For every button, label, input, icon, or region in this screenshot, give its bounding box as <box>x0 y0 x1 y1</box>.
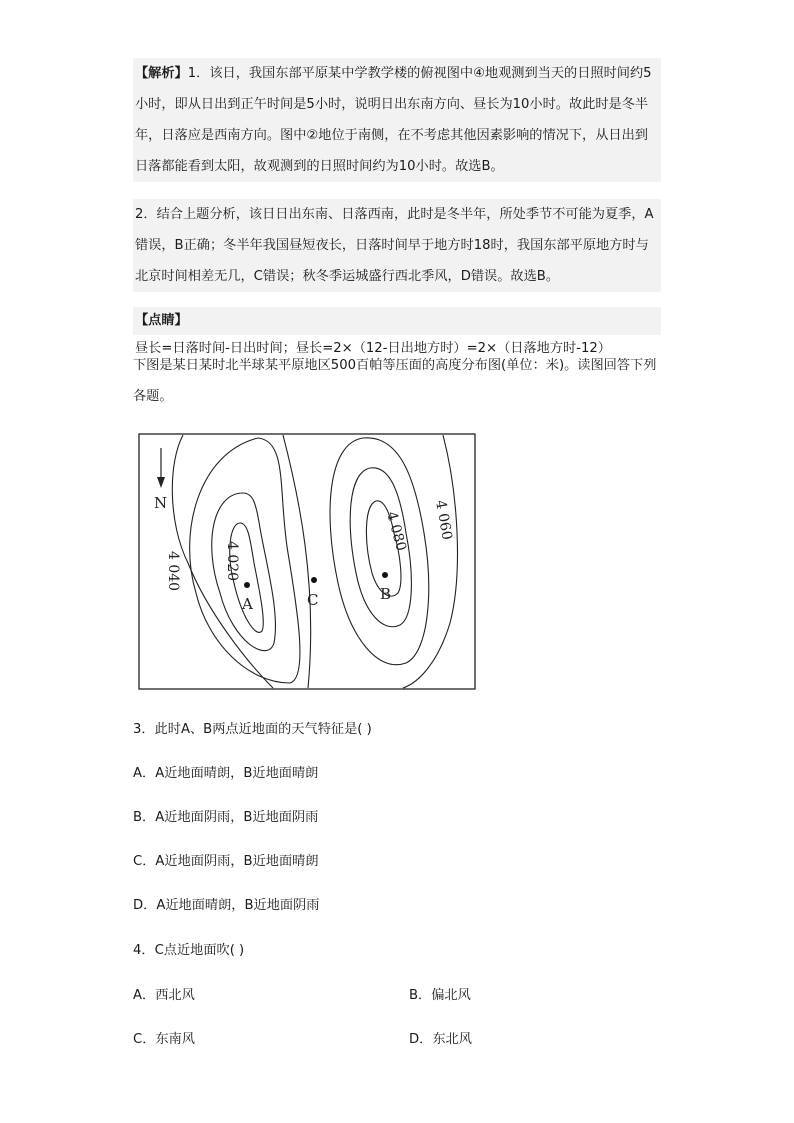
tip-paragraph <box>133 307 661 356</box>
contour-4060-outer <box>403 435 457 688</box>
question-3-stem: 3．此时A、B两点近地面的天气特征是( ) <box>133 722 372 737</box>
contour-4040-outer <box>172 435 273 688</box>
isobaric-height-map <box>138 433 476 690</box>
question-3-option-c[interactable]: C．A近地面阴雨，B近地面晴朗 <box>133 854 319 869</box>
contour-label-4080: 4 080 <box>383 509 409 553</box>
contour-4060 <box>330 438 429 665</box>
tip-text: 昼长=日落时间-日出时间；昼长=2×（12-日出地方时）=2×（日落地方时-12） <box>135 341 611 356</box>
tip-tag: 【点睛】 <box>135 313 188 328</box>
north-label: N <box>154 494 168 512</box>
analysis-paragraph-2 <box>133 199 661 292</box>
north-arrow-icon <box>157 448 165 488</box>
question-3-option-b[interactable]: B．A近地面阴雨，B近地面阴雨 <box>133 810 319 825</box>
contour-label-4040: 4 040 <box>165 551 181 592</box>
figure-intro: 下图是某日某时北半球某平原地区500百帕等压面的高度分布图(单位：米)。读图回答下列各题。 <box>133 358 657 404</box>
point-c-label: C <box>307 591 319 609</box>
point-b-label: B <box>380 585 392 603</box>
analysis-paragraph-1 <box>133 58 661 182</box>
question-4-option-d[interactable]: D．东北风 <box>409 1032 472 1047</box>
analysis-text-2: 2．结合上题分析，该日日出东南、日落西南，此时是冬半年，所处季节不可能为夏季，A错误，B正确；冬半年我国昼短夜长，日落时间早于地方时18时，我国东部平原地方时与北京时间相差无几，C错误；秋冬季运城盛行西北季风，D错误。故选B。 <box>135 207 654 284</box>
analysis-tag: 【解析】 <box>135 66 188 81</box>
contour-label-4060: 4 060 <box>432 498 455 542</box>
question-4-option-b[interactable]: B．偏北风 <box>409 988 471 1003</box>
contour-4040 <box>190 438 300 683</box>
question-4-option-c[interactable]: C．东南风 <box>133 1032 195 1047</box>
contour-4030 <box>212 493 276 651</box>
question-4-stem: 4．C点近地面吹( ) <box>133 943 245 958</box>
point-c-marker <box>311 577 317 583</box>
question-3-option-d[interactable]: D．A近地面晴朗，B近地面阴雨 <box>133 898 320 913</box>
contour-ridge-left <box>283 435 311 688</box>
contour-label-4020: 4 020 <box>224 541 240 582</box>
question-4-option-a[interactable]: A．西北风 <box>133 988 195 1003</box>
point-a-label: A <box>242 595 253 613</box>
analysis-text-1: 1．该日，我国东部平原某中学教学楼的俯视图中④地观测到当天的日照时间约5小时，即从日出到正午时间是5小时，说明日出东南方向、昼长为10小时。故此时是冬半年，日落应是西南方向。图中②地位于南侧，在不考虑其他因素影响的情况下，从日出到日落都能看到太阳，故观测到的日照时间约为10小时。故选B。 <box>135 66 652 174</box>
point-b-marker <box>382 572 388 578</box>
point-a-marker <box>244 582 250 588</box>
question-3-option-a[interactable]: A．A近地面晴朗，B近地面晴朗 <box>133 766 319 781</box>
